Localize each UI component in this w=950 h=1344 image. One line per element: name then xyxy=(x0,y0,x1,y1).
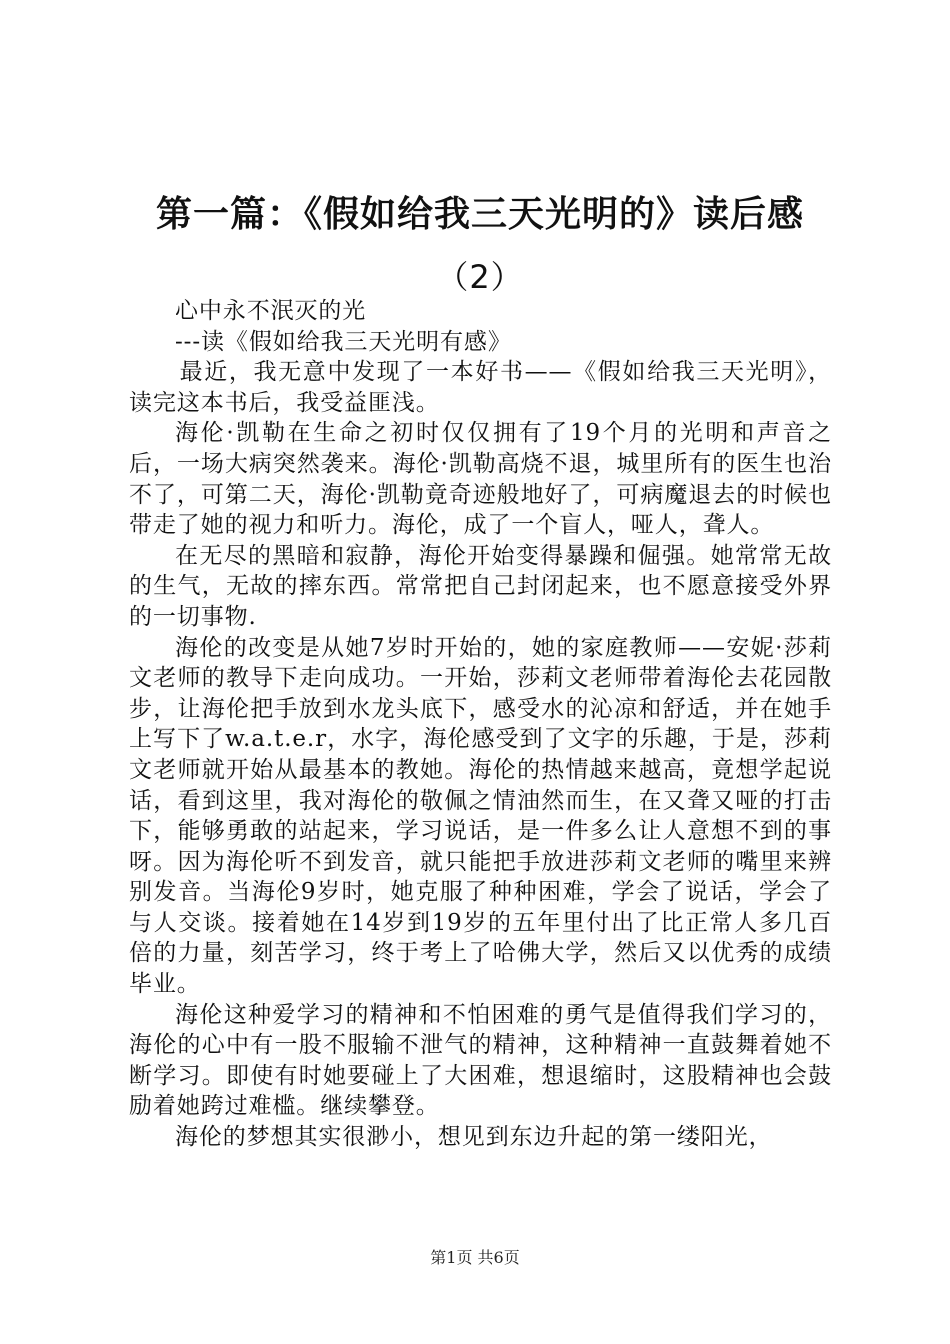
paragraph: 在无尽的黑暗和寂静，海伦开始变得暴躁和倔强。她常常无故的生气，无故的摔东西。常常把自己封闭起来，也不愿意接受外界的一切事物. xyxy=(129,542,832,630)
paragraph: 海伦这种爱学习的精神和不怕困难的勇气是值得我们学习的，海伦的心中有一股不服输不泄气的精神，这种精神一直鼓舞着她不断学习。即使有时她要碰上了大困难，想退缩时，这股精神也会鼓励着她跨过难槛。继续攀登。 xyxy=(129,1001,832,1120)
subtitle: 心中永不泯灭的光 xyxy=(175,298,367,324)
paragraph: 海伦的改变是从她7岁时开始的，她的家庭教师——安妮·莎莉文老师的教导下走向成功。一开始，莎莉文老师带着海伦去花园散步，让海伦把手放到水龙头底下，感受水的沁凉和舒适，并在她手上写下了w.a.t.e.r，水字，海伦感受到了文字的乐趣，于是，莎莉文老师就开始从最基本的教她。海伦的热情越来越高，竟想学起说话，看到这里，我对海伦的敬佩之情油然而生，在又聋又哑的打击下，能够勇敢的站起来，学习说话，是一件多么让人意想不到的事呀。因为海伦听不到发音，就只能把手放进莎莉文老师的嘴里来辨别发音。当海伦9岁时，她克服了种种困难，学会了说话，学会了与人交谈。接着她在14岁到19岁的五年里付出了比正常人多几百倍的力量，刻苦学习，终于考上了哈佛大学，然后又以优秀的成绩毕业。 xyxy=(129,634,832,998)
document-title: 第一篇：《假如给我三天光明的》读后感 xyxy=(155,194,804,235)
document-title-continued: （2） xyxy=(436,258,524,296)
paragraph: 海伦的梦想其实很渺小，想见到东边升起的第一缕阳光， xyxy=(175,1124,773,1151)
subtitle-secondary: ---读《假如给我三天光明有感》 xyxy=(175,328,512,355)
page-footer: 第1页 共6页 xyxy=(430,1248,520,1267)
paragraph: 最近，我无意中发现了一本好书——《假如给我三天光明》，读完这本书后，我受益匪浅。 xyxy=(129,359,832,416)
document-body xyxy=(129,296,832,1153)
paragraph: 海伦·凯勒在生命之初时仅仅拥有了19个月的光明和声音之后，一场大病突然袭来。海伦·凯勒高烧不退，城里所有的医生也治不了，可第二天，海伦·凯勒竟奇迹般地好了，可病魔退去的时候也带走了她的视力和听力。海伦，成了一个盲人，哑人，聋人。 xyxy=(129,420,832,539)
